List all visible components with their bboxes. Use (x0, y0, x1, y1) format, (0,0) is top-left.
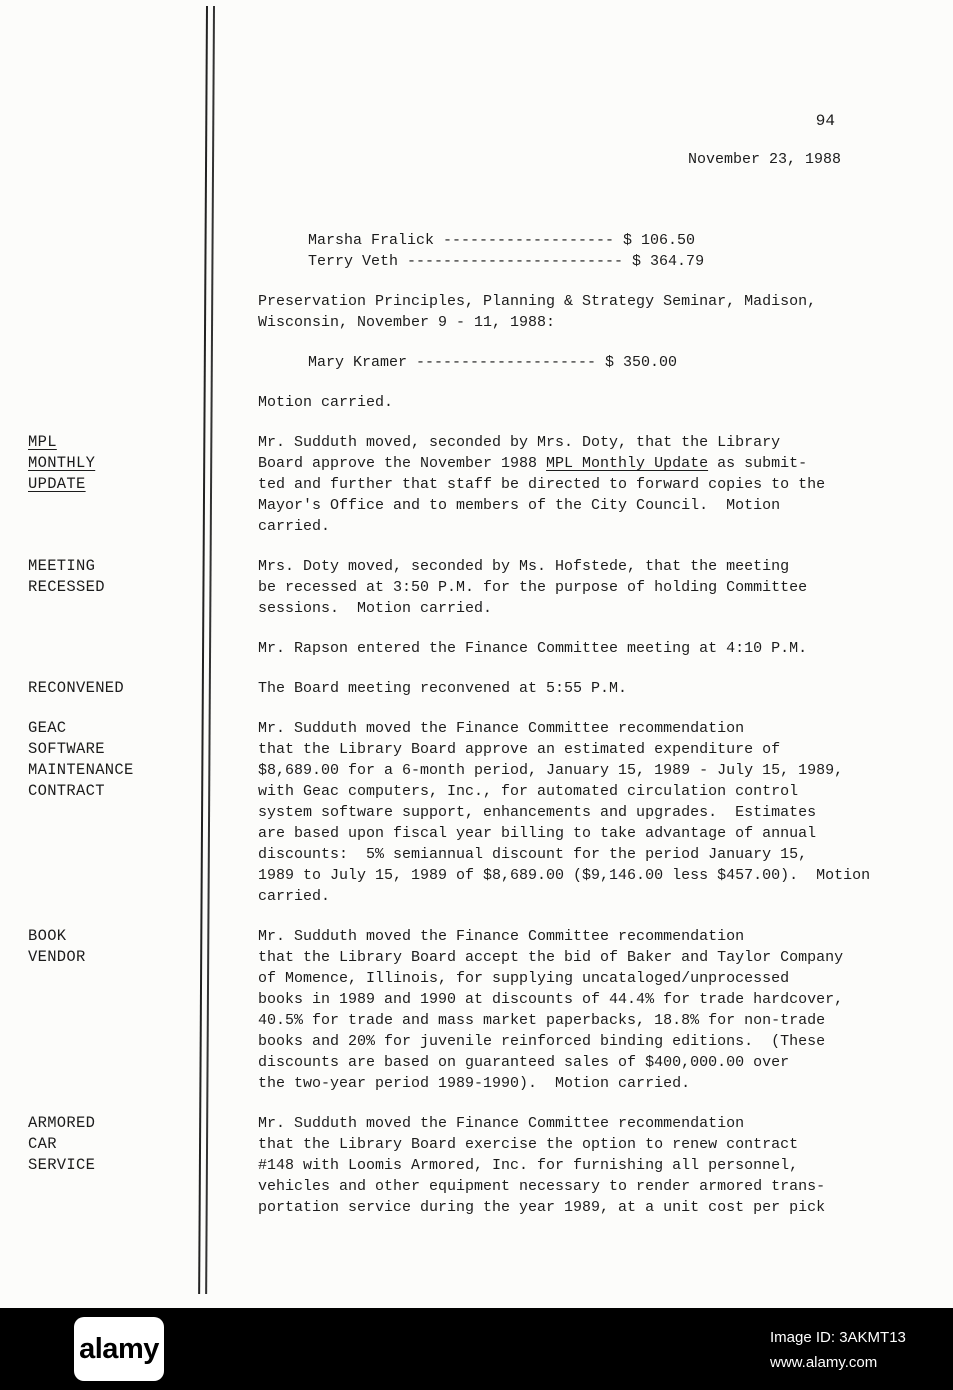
content-row (0, 392, 953, 413)
margin-heading (0, 352, 258, 373)
content-row (0, 638, 953, 659)
body-text (258, 230, 953, 272)
text-line: The Board meeting reconvened at 5:55 P.M. (258, 680, 628, 697)
body-text (258, 352, 953, 373)
text-line: books in 1989 and 1990 at discounts of 44.4% for trade hardcover, (258, 991, 844, 1008)
text-line: that the Library Board approve an estimated expenditure of (258, 741, 781, 758)
page-date: November 23, 1988 (687, 151, 841, 168)
alamy-logo (74, 1317, 164, 1381)
section-row (0, 1113, 953, 1218)
text-line: $8,689.00 for a 6-month period, January 15, 1989 - July 15, 1989, (258, 762, 844, 779)
body-text (258, 1113, 953, 1218)
alamy-url-text: www.alamy.com (770, 1354, 878, 1371)
alamy-logo-text: alamy (79, 1332, 159, 1365)
margin-heading-line: SERVICE (28, 1156, 96, 1174)
margin-heading-line: VENDOR (28, 948, 86, 966)
text-line: Mr. Sudduth moved the Finance Committee recommendation (258, 1115, 745, 1132)
text-line: Board approve the November 1988 MPL Monthly Update as submit- (258, 455, 808, 472)
margin-heading-line: SOFTWARE (28, 740, 105, 758)
margin-heading (0, 1113, 258, 1218)
margin-heading-line: RECESSED (28, 578, 105, 596)
margin-heading (0, 392, 258, 413)
content-row (0, 291, 953, 333)
margin-heading-line: MEETING (28, 557, 96, 575)
text-line: the two-year period 1989-1990). Motion carried. (258, 1075, 691, 1092)
text-line: carried. (258, 518, 331, 535)
payment-line: Marsha Fralick ------------------- $ 106.50 (308, 232, 696, 249)
watermark-meta (770, 1325, 906, 1375)
margin-heading (0, 291, 258, 333)
body-text (258, 926, 953, 1094)
text-line: Mayor's Office and to members of the City Council. Motion (258, 497, 781, 514)
text-line: carried. (258, 888, 331, 905)
margin-heading-line: RECONVENED (28, 679, 125, 697)
text-line: that the Library Board exercise the option to renew contract (258, 1136, 799, 1153)
margin-heading-line: UPDATE (28, 475, 86, 493)
body-text (258, 392, 953, 413)
section-row (0, 678, 953, 699)
body-text (258, 678, 953, 699)
text-line: are based upon fiscal year billing to take advantage of annual (258, 825, 817, 842)
text-line: sessions. Motion carried. (258, 600, 493, 617)
section-row (0, 432, 953, 537)
margin-heading (0, 926, 258, 1094)
content-row (0, 230, 953, 272)
text-line: be recessed at 3:50 P.M. for the purpose of holding Committee (258, 579, 808, 596)
text-line: discounts: 5% semiannual discount for the period January 15, (258, 846, 808, 863)
body-text (258, 638, 953, 659)
margin-heading (0, 678, 258, 699)
margin-heading (0, 432, 258, 537)
text-line: portation service during the year 1989, at a unit cost per pick (258, 1199, 826, 1216)
text-line: #148 with Loomis Armored, Inc. for furnishing all personnel, (258, 1157, 799, 1174)
image-id-text: Image ID: 3AKMT13 (770, 1329, 906, 1346)
text-line: books and 20% for juvenile reinforced binding editions. (These (258, 1033, 826, 1050)
margin-heading-line: MAINTENANCE (28, 761, 134, 779)
document-blocks (0, 230, 953, 1237)
text-line: 1989 to July 15, 1989 of $8,689.00 ($9,146.00 less $457.00). Motion (258, 867, 871, 884)
section-row (0, 926, 953, 1094)
text-line: of Momence, Illinois, for supplying uncataloged/unprocessed (258, 970, 790, 987)
text-line: Mrs. Doty moved, seconded by Ms. Hofstede, that the meeting (258, 558, 790, 575)
margin-heading (0, 718, 258, 907)
margin-heading-line: MPL (28, 433, 57, 451)
text-line: that the Library Board accept the bid of Baker and Taylor Company (258, 949, 844, 966)
margin-heading-line: CONTRACT (28, 782, 105, 800)
text-line: 40.5% for trade and mass market paperbacks, 18.8% for non-trade (258, 1012, 826, 1029)
body-text (258, 556, 953, 619)
watermark-bar (0, 1308, 953, 1390)
margin-heading-line: BOOK (28, 927, 67, 945)
margin-heading (0, 230, 258, 272)
body-text (258, 718, 953, 907)
text-line: ted and further that staff be directed to forward copies to the (258, 476, 826, 493)
text-line: discounts are based on guaranteed sales of $400,000.00 over (258, 1054, 790, 1071)
margin-heading-line: CAR (28, 1135, 57, 1153)
text-line: Wisconsin, November 9 - 11, 1988: (258, 314, 556, 331)
text-line: with Geac computers, Inc., for automated circulation control (258, 783, 799, 800)
text-line: Motion carried. (258, 394, 394, 411)
page-number: 94 (815, 112, 835, 130)
text-line: system software support, enhancements and upgrades. Estimates (258, 804, 817, 821)
text-line: Mr. Rapson entered the Finance Committee meeting at 4:10 P.M. (258, 640, 808, 657)
margin-heading-line: ARMORED (28, 1114, 96, 1132)
payment-line: Terry Veth ------------------------ $ 364.79 (308, 253, 705, 270)
margin-heading (0, 556, 258, 619)
margin-heading-line: GEAC (28, 719, 67, 737)
text-line: Mr. Sudduth moved the Finance Committee recommendation (258, 720, 745, 737)
text-line: vehicles and other equipment necessary to render armored trans- (258, 1178, 826, 1195)
payment-line: Mary Kramer -------------------- $ 350.00 (308, 354, 678, 371)
margin-heading (0, 638, 258, 659)
body-text (258, 291, 953, 333)
body-text (258, 432, 953, 537)
section-row (0, 718, 953, 907)
section-row (0, 556, 953, 619)
text-line: Mr. Sudduth moved, seconded by Mrs. Doty, that the Library (258, 434, 781, 451)
text-line: Mr. Sudduth moved the Finance Committee recommendation (258, 928, 745, 945)
content-row (0, 352, 953, 373)
text-line: Preservation Principles, Planning & Strategy Seminar, Madison, (258, 293, 817, 310)
margin-heading-line: MONTHLY (28, 454, 96, 472)
